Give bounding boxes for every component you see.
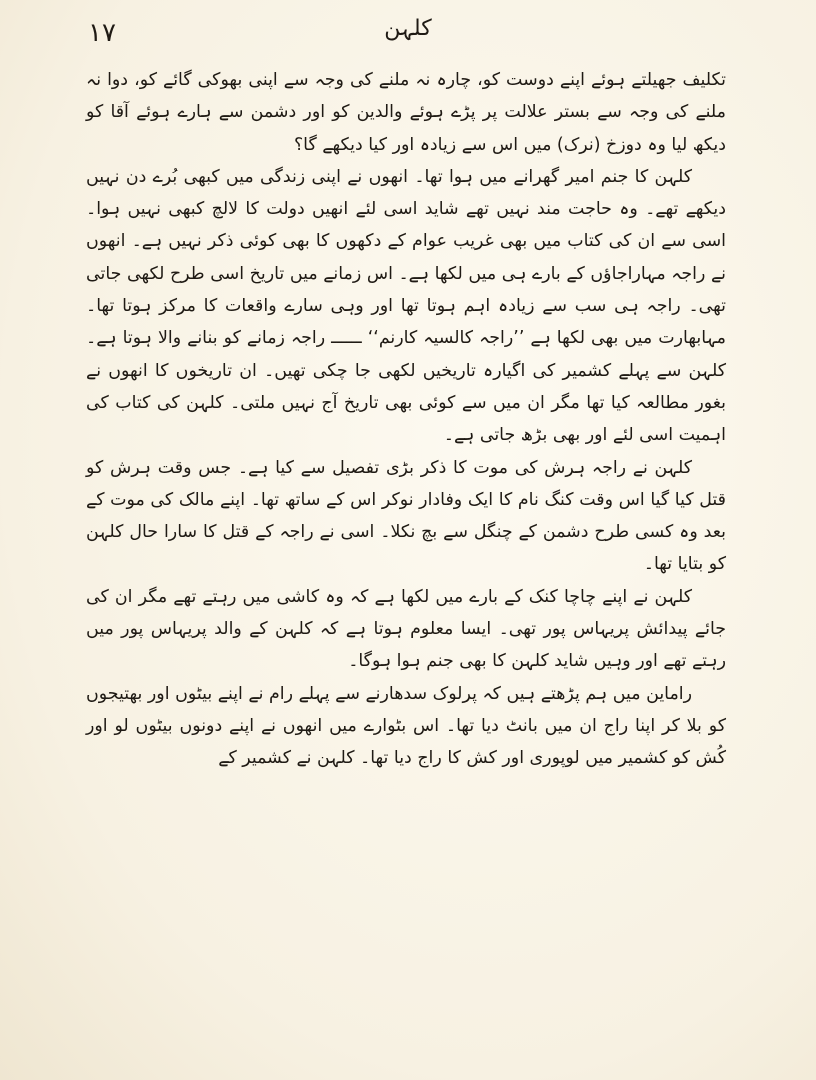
paragraph: کلہن کا جنم امیر گھرانے میں ہوا تھا۔ انھوں نے اپنی زندگی میں کبھی بُرے دن نہیں دیکھے تھے۔ وہ حاجت مند نہیں تھے شاید اسی لئے انھیں دولت کا لالچ کبھی نہیں ہوا۔ اسی سے ان کی کتاب میں بھی غریب عوام کے دکھوں کا بھی کوئی ذکر نہیں ہے۔ انھوں نے راجہ مہاراجاؤں کے بارے ہی میں لکھا ہے۔ اس زمانے میں تاریخ اسی طرح لکھی جاتی تھی۔ راجہ ہی سب سے زیادہ اہم ہوتا تھا اور وہی سارے واقعات کا مرکز ہوتا تھا۔ مہابھارت میں بھی لکھا ہے ’’راجہ کالسیہ کارنم‘‘ ــــــ راجہ زمانے کو بنانے والا ہوتا ہے۔ کلہن سے پہلے کشمیر کی اگیارہ تاریخیں لکھی جا چکی تھیں۔ ان تاریخوں کا انھوں نے بغور مطالعہ کیا تھا مگر ان میں سے کوئی بھی تاریخ آج نہیں ملتی۔ کلہن کی کتاب کی اہمیت اسی لئے اور بھی بڑھ جاتی ہے۔: [86, 166, 726, 446]
paragraph: راماین میں ہم پڑھتے ہیں کہ پرلوک سدھارنے سے پہلے رام نے اپنے بیٹوں اور بھتیجوں کو بلا کر اپنا راج ان میں بانٹ دیا تھا۔ اس بٹوارے میں انھوں نے اپنے دونوں بیٹوں لو اور کُش کو کشمیر میں لوپوری اور کش کا راج دیا تھا۔ کلہن نے کشمیر کے: [86, 683, 726, 769]
paragraph: کلہن نے راجہ ہرش کی موت کا ذکر بڑی تفصیل سے کیا ہے۔ جس وقت ہرش کو قتل کیا گیا اس وقت کنگ نام کا ایک وفادار نوکر اس کے ساتھ تھا۔ اپنے مالک کی موت کے بعد وہ کسی طرح دشمن کے چنگل سے بچ نکلا۔ اسی نے راجہ کے قتل کا سارا حال کلہن کو بتایا تھا۔: [86, 457, 726, 575]
paragraph: کلہن نے اپنے چاچا کنک کے بارے میں لکھا ہے کہ وہ کاشی میں رہتے تھے مگر ان کی جائے پیدائش پریہاس پور تھی۔ ایسا معلوم ہوتا ہے کہ کلہن کے والد پریہاس پور میں رہتے تھے اور وہیں شاید کلہن کا بھی جنم ہوا ہوگا۔: [86, 586, 726, 672]
page-body: [86, 64, 726, 775]
page-number: ۱۷: [88, 18, 116, 48]
paragraph: تکلیف جھیلتے ہوئے اپنے دوست کو، چارہ نہ ملنے کی وجہ سے اپنی بھوکی گائے کو، دوا نہ ملنے کی وجہ سے بستر علالت پر پڑے ہوئے والدین کو اور دشمن سے ہارے ہوئے آقا کو دیکھ لیا وہ دوزخ (نرک) میں اس سے زیادہ اور کیا دیکھے گا؟: [86, 70, 726, 155]
page-header: [0, 14, 816, 54]
running-head: کلہن: [384, 16, 432, 41]
